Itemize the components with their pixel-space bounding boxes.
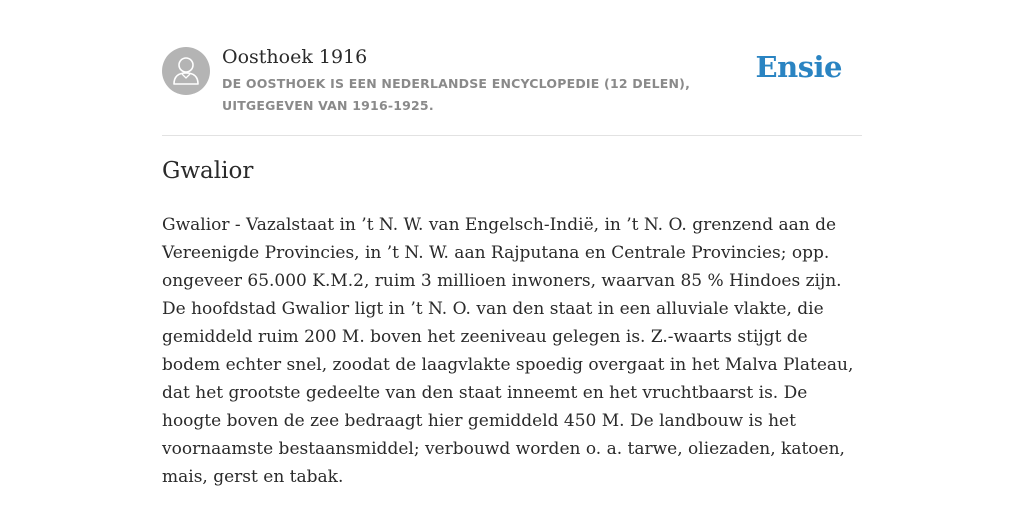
ensie-logo[interactable]: Ensie [755,50,842,84]
header-divider [162,135,862,136]
source-name[interactable]: Oosthoek 1916 [222,46,368,68]
source-avatar[interactable] [162,47,210,95]
source-header [162,45,862,135]
article-body: Gwalior - Vazalstaat in ’t N. W. van Engelsch-Indië, in ’t N. O. grenzend aan de Vereenigde Provincies, in ’t N. W. aan Rajputana en Centrale Provincies; opp. ongeveer 65.000 K.M.2, ruim 3 millioen inwoners, waarvan 85 % Hindoes zijn. De hoofdstad Gwalior ligt in ’t N. O. van den staat in een alluviale vlakte, die gemiddeld ruim 200 M. boven het zeeniveau gelegen is. Z.-waarts stijgt de bodem echter snel, zoodat de laagvlakte spoedig overgaat in het Malva Plateau, dat het grootste gedeelte van den staat inneemt en het vruchtbaarst is. De hoogte boven de zee bedraagt hier gemiddeld 450 M. De landbouw is het voornaamste bestaansmiddel; verbouwd worden o. a. tarwe, oliezaden, katoen, mais, gerst en tabak. [162,215,854,487]
source-description: DE OOSTHOEK IS EEN NEDERLANDSE ENCYCLOPEDIE (12 DELEN), UITGEGEVEN VAN 1916-1925. [222,76,691,113]
user-silhouette-icon [162,47,210,95]
page-title: Gwalior [162,158,254,184]
